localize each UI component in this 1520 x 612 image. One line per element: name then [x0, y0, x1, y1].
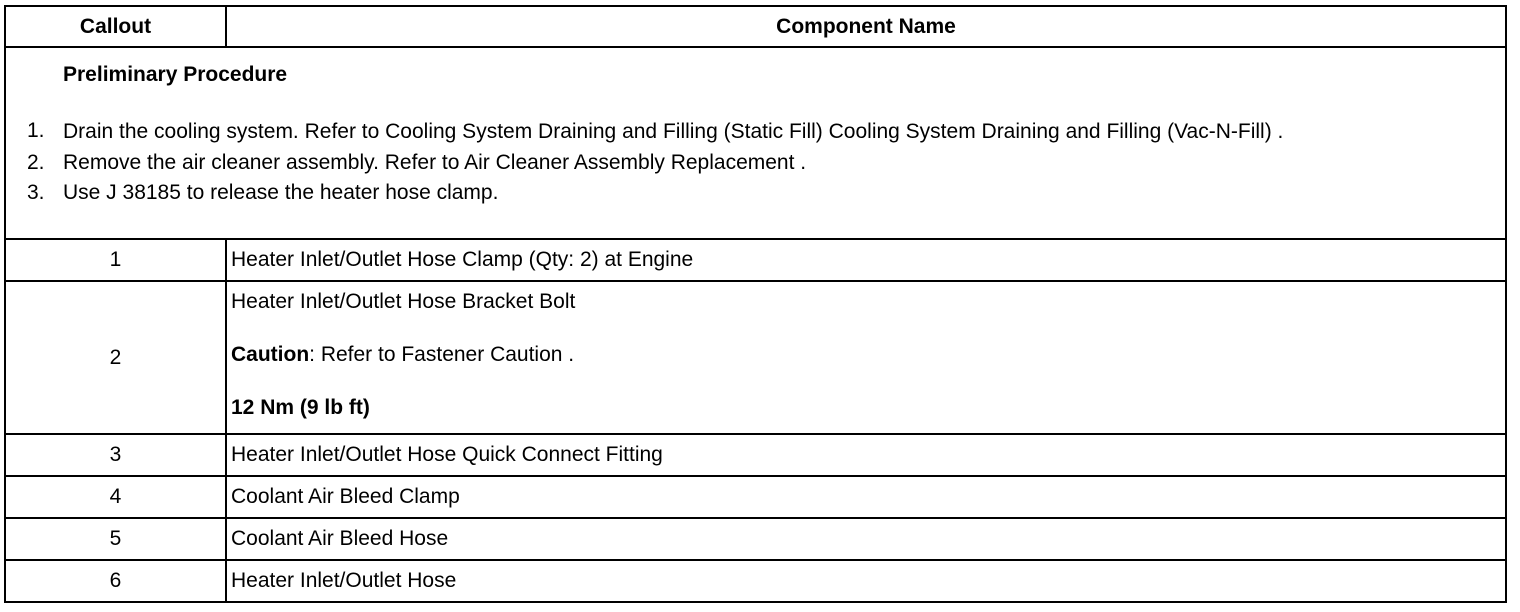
- header-callout: Callout: [5, 6, 226, 47]
- table-row: [5, 518, 1506, 560]
- callout-cell: 4: [5, 476, 226, 518]
- callout-cell: 5: [5, 518, 226, 560]
- table-row: [5, 434, 1506, 476]
- table-row: [5, 560, 1506, 602]
- step-number: 3.: [27, 181, 45, 204]
- caution-label: Caution: [231, 342, 310, 366]
- table-row: [5, 476, 1506, 518]
- caution-text: : Refer to Fastener Caution .: [309, 342, 575, 366]
- preliminary-procedure: [5, 47, 1506, 239]
- component-name-cell: Heater Inlet/Outlet Hose Quick Connect Fitting: [226, 434, 1506, 476]
- component-name-text: Heater Inlet/Outlet Hose Bracket Bolt: [231, 289, 576, 313]
- component-name-cell: Heater Inlet/Outlet Hose Clamp (Qty: 2) at Engine: [226, 239, 1506, 281]
- callout-cell: 6: [5, 560, 226, 602]
- torque-spec: 12 Nm (9 lb ft): [231, 395, 370, 419]
- step-number: 2.: [27, 151, 45, 174]
- component-name-cell: Heater Inlet/Outlet Hose: [226, 560, 1506, 602]
- preliminary-row: [5, 47, 1506, 239]
- table-row: [5, 281, 1506, 434]
- callout-cell: 2: [5, 281, 226, 434]
- table-row: [5, 239, 1506, 281]
- callout-cell: 1: [5, 239, 226, 281]
- header-component-name: Component Name: [226, 6, 1506, 47]
- step-item: [6, 178, 1505, 208]
- components-table: [4, 5, 1507, 603]
- component-name-cell: [226, 281, 1506, 434]
- step-number: 1.: [27, 119, 45, 142]
- component-name-cell: Coolant Air Bleed Hose: [226, 518, 1506, 560]
- step-item: [6, 116, 1505, 148]
- preliminary-title: Preliminary Procedure: [63, 63, 288, 86]
- step-text: Remove the air cleaner assembly. Refer to Air Cleaner Assembly Replacement .: [63, 151, 807, 174]
- step-text: Use J 38185 to release the heater hose clamp.: [63, 181, 499, 204]
- caution-note: [231, 343, 1505, 367]
- component-name-cell: Coolant Air Bleed Clamp: [226, 476, 1506, 518]
- callout-cell: 3: [5, 434, 226, 476]
- step-item: [6, 148, 1505, 178]
- preliminary-steps: [6, 116, 1505, 208]
- table-header-row: [5, 6, 1506, 47]
- step-text: Drain the cooling system. Refer to Cooling System Draining and Filling (Static Fill) Cooling System Draining and Filling (Vac-N-Fill) .: [63, 120, 1284, 143]
